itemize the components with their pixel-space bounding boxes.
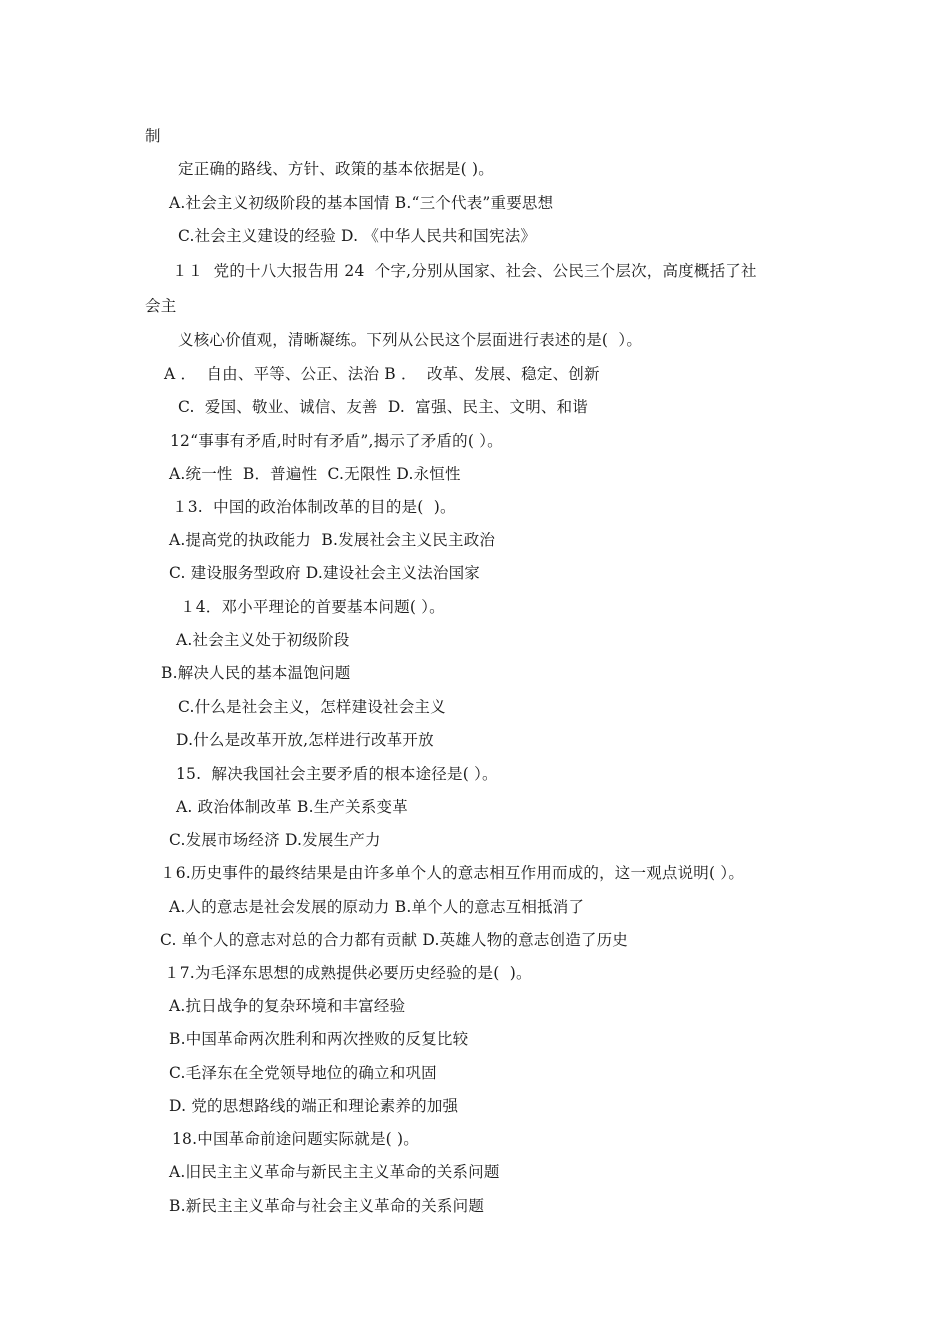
text-line: A.统一性 B．普遍性 C.无限性 D.永恒性 <box>169 465 461 483</box>
text-line: A.社会主义处于初级阶段 <box>176 631 350 649</box>
text-line: C.毛泽东在全党领导地位的确立和巩固 <box>169 1064 437 1082</box>
text-line: １4．邓小平理论的首要基本问题( ）。 <box>180 598 445 616</box>
text-line: A.人的意志是社会发展的原动力 B.单个人的意志互相抵消了 <box>169 898 585 916</box>
text-line: C.什么是社会主义，怎样建设社会主义 <box>178 698 446 716</box>
text-line: D.什么是改革开放,怎样进行改革开放 <box>176 731 434 749</box>
text-line: １１ 党的十八大报告用 24 个字,分别从国家、社会、公民三个层次，高度概括了社 <box>172 262 757 280</box>
text-line: 定正确的路线、方针、政策的基本依据是( )。 <box>178 160 494 178</box>
text-line: D. 党的思想路线的端正和理论素养的加强 <box>169 1097 459 1115</box>
text-line: B.解决人民的基本温饱问题 <box>161 664 351 682</box>
text-line: A.抗日战争的复杂环境和丰富经验 <box>169 997 406 1015</box>
text-line: A.社会主义初级阶段的基本国情 B.“三个代表”重要思想 <box>169 194 554 212</box>
text-line: 会主 <box>145 297 177 315</box>
text-line: C. 建设服务型政府 D.建设社会主义法治国家 <box>169 564 480 582</box>
text-line: 18.中国革命前途问题实际就是( )。 <box>172 1130 419 1148</box>
text-line: １7.为毛泽东思想的成熟提供必要历史经验的是( )。 <box>164 964 532 982</box>
text-line: A. 政治体制改革 B.生产关系变革 <box>176 798 408 816</box>
text-line: 12“事事有矛盾,时时有矛盾”,揭示了矛盾的( ）。 <box>170 432 503 450</box>
text-line: A ． 自由、平等、公正、法治 B ． 改革、发展、稳定、创新 <box>164 365 600 383</box>
text-line: C. 单个人的意志对总的合力都有贡献 D.英雄人物的意志创造了历史 <box>160 931 628 949</box>
text-line: １3. 中国的政治体制改革的目的是( )。 <box>172 498 456 516</box>
text-line: B.中国革命两次胜利和两次挫败的反复比较 <box>169 1030 469 1048</box>
text-line: C.社会主义建设的经验 D. 《中华人民共和国宪法》 <box>178 227 537 245</box>
text-line: C.发展市场经济 D.发展生产力 <box>169 831 381 849</box>
text-line: A.提高党的执政能力 B.发展社会主义民主政治 <box>169 531 496 549</box>
text-line: C. 爱国、敬业、诚信、友善 D. 富强、民主、文明、和谐 <box>178 398 588 416</box>
text-line: 制 <box>145 127 161 145</box>
text-line: 义核心价值观，清晰凝练。下列从公民这个层面进行表述的是( ）。 <box>178 331 643 349</box>
text-line: 15. 解决我国社会主要矛盾的根本途径是( ）。 <box>176 765 498 783</box>
text-line: A.旧民主主义革命与新民主主义革命的关系问题 <box>169 1163 500 1181</box>
text-line: B.新民主主义革命与社会主义革命的关系问题 <box>169 1197 485 1215</box>
text-line: １6.历史事件的最终结果是由许多单个人的意志相互作用而成的，这一观点说明( ）。 <box>160 864 745 882</box>
